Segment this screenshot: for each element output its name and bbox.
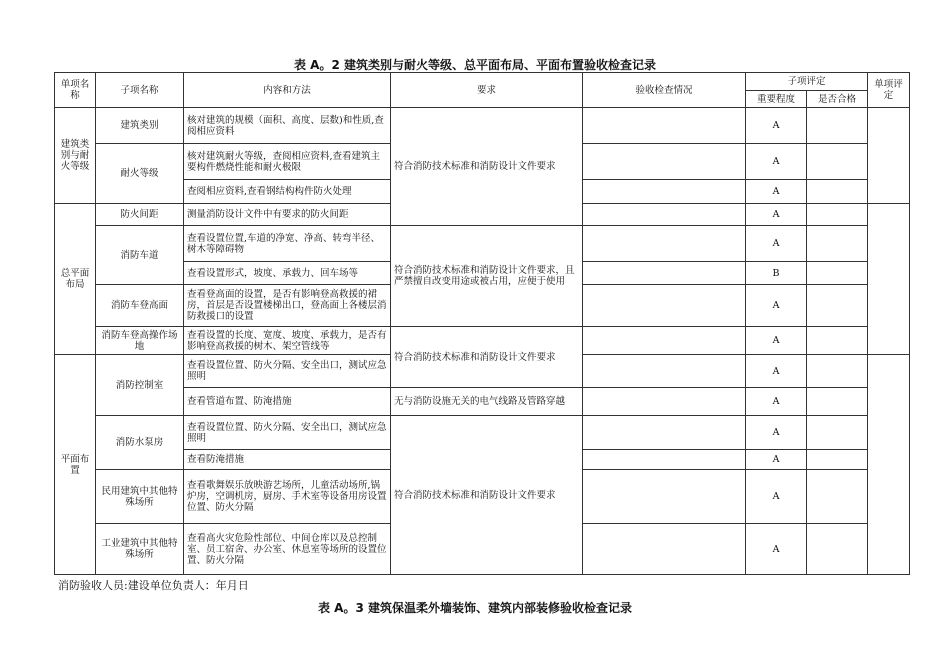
sub-item-name: 消防车登高面: [96, 285, 184, 327]
sub-item-name: 民用建筑中其他特殊场所: [96, 470, 184, 524]
group-label: 总平面布局: [55, 204, 96, 355]
pass-cell: [807, 327, 868, 355]
pass-cell: [807, 388, 868, 416]
header-eval: 子项评定: [746, 73, 868, 91]
requirement-cell: 符合消防技术标准和消防设计文件要求: [391, 416, 583, 575]
pass-cell: [807, 416, 868, 450]
inspection-record-table: [54, 72, 910, 575]
importance-cell: A: [746, 388, 807, 416]
content-cell: 查阅相应资料,查看钢结构构件防火处理: [184, 180, 391, 204]
header-importance: 重要程度: [746, 91, 807, 108]
pass-cell: [807, 180, 868, 204]
sub-item-name: 消防控制室: [96, 355, 184, 416]
importance-cell: A: [746, 470, 807, 524]
importance-cell: A: [746, 144, 807, 180]
pass-cell: [807, 108, 868, 144]
requirement-cell: 符合消防技术标准和消防设计文件要求: [391, 327, 583, 388]
content-cell: 查看设置位置、防火分隔、安全出口，测试应急照明: [184, 416, 391, 450]
signature-line: 消防验收人员:建设单位负责人：年月日: [58, 579, 249, 592]
header-unit: 单项名称: [55, 73, 96, 108]
requirement-cell: 符合消防技术标准和消防设计文件要求: [391, 108, 583, 226]
check-cell: [583, 144, 746, 180]
pass-cell: [807, 226, 868, 262]
header-check: 验收检查情况: [583, 73, 746, 108]
pass-cell: [807, 355, 868, 388]
table-title: 表 A。2 建筑类别与耐火等级、总平面布局、平面布置验收检查记录: [294, 58, 656, 72]
sub-item-name: 工业建筑中其他特殊场所: [96, 524, 184, 575]
importance-cell: B: [746, 262, 807, 285]
importance-cell: A: [746, 416, 807, 450]
content-cell: 查看管道布置、防淹措施: [184, 388, 391, 416]
importance-cell: A: [746, 450, 807, 470]
check-cell: [583, 470, 746, 524]
content-cell: 查看歌舞娱乐放映游艺场所，儿童活动场所,锅炉房，空调机房，厨房、手术室等设备用房设置位置、防火分隔: [184, 470, 391, 524]
header-sub: 子项名称: [96, 73, 184, 108]
pass-cell: [807, 470, 868, 524]
pass-cell: [807, 450, 868, 470]
content-cell: 查看设置形式，坡度、承载力、回车场等: [184, 262, 391, 285]
importance-cell: A: [746, 355, 807, 388]
content-cell: 查看登高面的设置，是否有影响登高救援的裙房，首层是否设置楼梯出口，登高面上各楼层消防救援口的设置: [184, 285, 391, 327]
header-content: 内容和方法: [184, 73, 391, 108]
content-cell: 查看高火灾危险性部位、中间仓库以及总控制室、员工宿舍、办公室、休息室等场所的设置位置、防火分隔: [184, 524, 391, 575]
importance-cell: A: [746, 285, 807, 327]
importance-cell: A: [746, 327, 807, 355]
check-cell: [583, 262, 746, 285]
header-requirement: 要求: [391, 73, 583, 108]
check-cell: [583, 226, 746, 262]
check-cell: [583, 108, 746, 144]
check-cell: [583, 327, 746, 355]
check-cell: [583, 450, 746, 470]
sub-item-name: 防火间距: [96, 204, 184, 226]
content-cell: 核对建筑的规模（面积、高度、层数)和性质,查阅相应资料: [184, 108, 391, 144]
sub-item-name: 耐火等级: [96, 144, 184, 204]
group-label: 平面布置: [55, 355, 96, 575]
importance-cell: A: [746, 524, 807, 575]
unit-eval-cell: [868, 355, 910, 575]
check-cell: [583, 524, 746, 575]
check-cell: [583, 388, 746, 416]
content-cell: 查看设置位置,车道的净宽、净高、转弯半径、树木等障碍物: [184, 226, 391, 262]
check-cell: [583, 180, 746, 204]
content-cell: 测量消防设计文件中有要求的防火间距: [184, 204, 391, 226]
importance-cell: A: [746, 204, 807, 226]
sub-item-name: 消防车登高操作场地: [96, 327, 184, 355]
check-cell: [583, 355, 746, 388]
importance-cell: A: [746, 226, 807, 262]
header-pass: 是否合格: [807, 91, 868, 108]
pass-cell: [807, 144, 868, 180]
content-cell: 查看设置位置、防火分隔、安全出口，测试应急照明: [184, 355, 391, 388]
unit-eval-cell: [868, 204, 910, 355]
unit-eval-cell: [868, 108, 910, 204]
group-label: 建筑类别与耐火等级: [55, 108, 96, 204]
requirement-cell: 无与消防设施无关的电气线路及管路穿越: [391, 388, 583, 416]
pass-cell: [807, 204, 868, 226]
requirement-cell: 符合消防技术标准和消防设计文件要求，且严禁擅自改变用途或被占用，应便于使用: [391, 226, 583, 327]
pass-cell: [807, 524, 868, 575]
check-cell: [583, 285, 746, 327]
next-table-title: 表 A。3 建筑保温柔外墙装饰、建筑内部装修验收检查记录: [318, 601, 632, 615]
content-cell: 查看设置的长度、宽度、坡度、承载力，是否有影响登高救援的树木、架空管线等: [184, 327, 391, 355]
header-unit-eval: 单项评定: [868, 73, 910, 108]
sub-item-name: 消防车道: [96, 226, 184, 285]
check-cell: [583, 204, 746, 226]
pass-cell: [807, 285, 868, 327]
content-cell: 查看防淹措施: [184, 450, 391, 470]
check-cell: [583, 416, 746, 450]
content-cell: 核对建筑耐火等级，查阅相应资料,查看建筑主要构件燃烧性能和耐火极限: [184, 144, 391, 180]
sub-item-name: 消防水泵房: [96, 416, 184, 470]
pass-cell: [807, 262, 868, 285]
sub-item-name: 建筑类别: [96, 108, 184, 144]
importance-cell: A: [746, 180, 807, 204]
importance-cell: A: [746, 108, 807, 144]
